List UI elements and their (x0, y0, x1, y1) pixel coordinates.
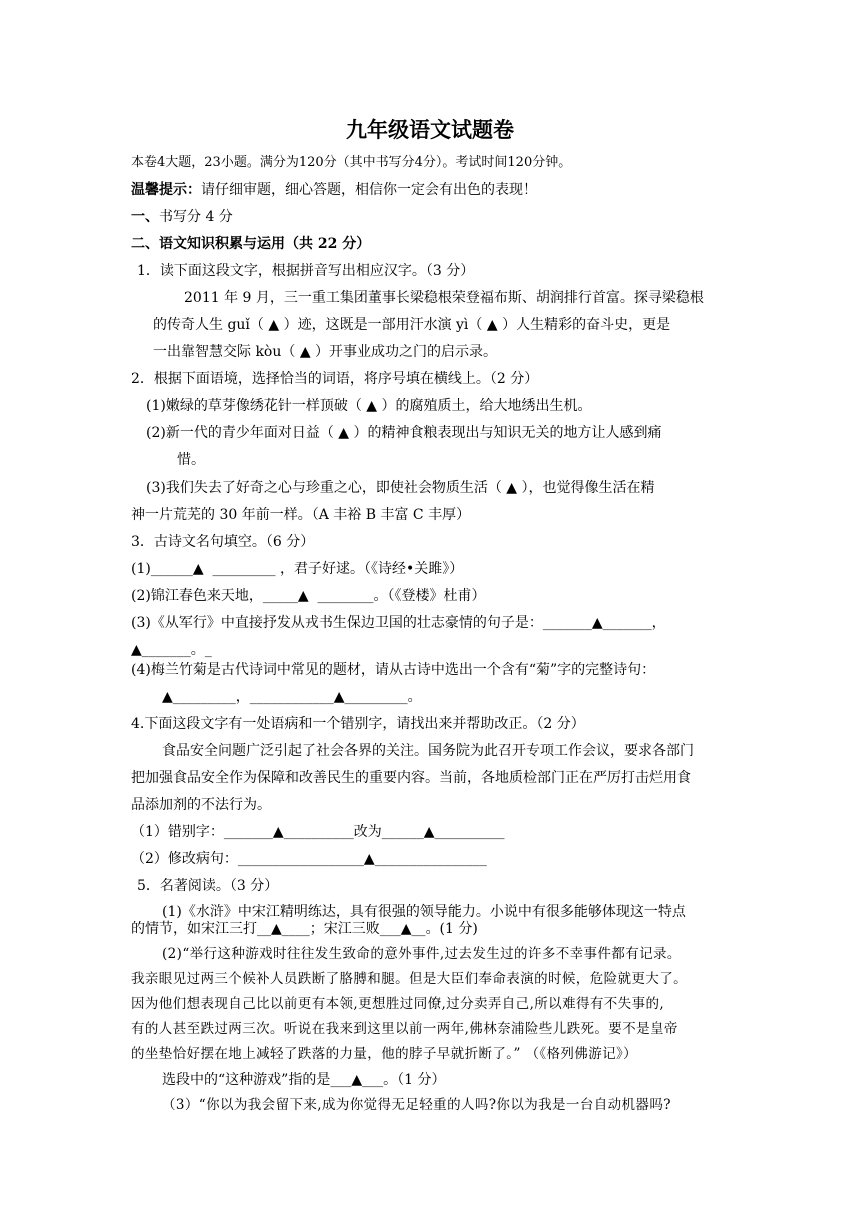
q5-item1-text: 的情节，如宋江三打 (131, 921, 257, 937)
q4-text-line2: 把加强食品安全作为保障和改善民生的重要内容。当前，各地质检部门正在严厉打击烂用食 (131, 770, 691, 786)
answer-blank: _____▲ (262, 588, 309, 604)
q5-item2-line2: 我亲眼见过两三个候补人员跌断了胳膊和腿。但是大臣们奉命表演的时候，危险就更大了。 (131, 971, 687, 987)
q3-item2-text: (2)锦江春色来天地， (131, 588, 263, 604)
answer-blank: ▲_________ (162, 689, 236, 705)
section-one (131, 207, 233, 227)
section-one-text: 书写分 4 分 (159, 209, 233, 225)
q4-answer-2-label: （2）修改病句： (131, 851, 238, 867)
q5-item1-score: 。(1 分) (425, 921, 478, 937)
q1-text-line1: 2011 年 9 月，三一重工集团董事长梁稳根荣登福布斯、胡润排行首富。探寻梁稳根 (184, 290, 704, 306)
q3-item3-text: (3)《从军行》中直接抒发从戎书生保边卫国的壮志豪情的句子是： (131, 615, 543, 631)
q3-item4-line1: (4)梅兰竹菊是古代诗词中常见的题材，请从古诗中选出一个含有“菊”字的完整诗句： (131, 662, 656, 678)
tip-text: 请仔细审题，细心答题，相信你一定会有出色的表现！ (201, 182, 537, 198)
tip-label: 温馨提示： (131, 182, 201, 198)
q5-item1-line1: (1)《水浒》中宋江精明练达，具有很强的领导能力。小说中有很多能够体现这一特点 (162, 904, 686, 920)
section-two-heading: 二、语文知识积累与运用（共 22 分） (131, 236, 371, 252)
page-title: 九年级语文试题卷 (346, 118, 514, 142)
q4-answer-2 (131, 849, 487, 869)
q4-text-line1: 食品安全问题广泛引起了社会各界的关注。国务院为此召开专项工作会议，要求各部门 (162, 743, 694, 759)
q3-item2-source: 。（《登楼》杜甫） (373, 588, 486, 604)
answer-blank: ______▲__________ (381, 824, 505, 840)
answer-blank: ________ (317, 588, 374, 604)
q1-text-line3: 一出靠智慧交际 kòu（ ▲ ）开事业成功之门的启示录。 (153, 344, 498, 360)
q3-item4-end: 。 (407, 689, 422, 705)
q3-item1 (131, 559, 463, 579)
q5-item2-line5: 的坐垫恰好摆在地上减轻了跌落的力量，他的脖子早就折断了。” （《格列佛游记》） (131, 1046, 638, 1062)
q5-item2-score: 。（1 分） (383, 1072, 446, 1088)
q5-item2-question-text: 选段中的“这种游戏”指的是 (162, 1072, 331, 1088)
q2-item3-line2: 神一片荒芜的 30 年前一样。（A 丰裕 B 丰富 C 丰厚） (131, 507, 471, 523)
answer-blank: ______▲ (150, 561, 204, 577)
exam-info: 本卷4大题，23小题。满分为120分（其中书写分4分）。考试时间120分钟。 (131, 155, 572, 170)
answer-blank: __▲____ (257, 921, 310, 937)
q1-text-line2: 的传奇人生 guǐ（ ▲ ）迹，这既是一部用汗水演 yì（ ▲ ）人生精彩的奋斗史，更是 (153, 317, 671, 333)
section-one-number: 一、 (131, 209, 159, 225)
q5-item2-line1: (2)“举行这种游戏时往往发生致命的意外事件,过去发生过的许多不幸事件都有记录。 (162, 946, 681, 962)
q5-item2-question (162, 1070, 445, 1090)
answer-blank: _______▲_______ (542, 615, 652, 631)
answer-blank: ___▲___ (330, 1072, 384, 1088)
q5-item2-line3: 因为他们想表现自己比以前更有本领,更想胜过同僚,过分卖弄自己,所以难得有不失事的, (131, 996, 665, 1012)
q5-item2-line4: 有的人甚至跌过两三次。听说在我来到这里以前一两年,佛林奈浦险些儿跌死。要不是皇帝 (131, 1021, 678, 1037)
q2-item2-line2: 惜。 (177, 452, 205, 468)
q5-item3-line1: （3）“你以为我会留下来,成为你觉得无足轻重的人吗?你以为我是一台自动机器吗? (162, 1097, 671, 1113)
answer-blank: _______▲__________ (223, 824, 354, 840)
q3-item3-comma: ， (651, 615, 666, 631)
q5-item1-line2 (131, 919, 478, 939)
q2-item2-line1: (2)新一代的青少年面对日益（ ▲ ）的精神食粮表现出与知识无关的地方让人感到痛 (146, 425, 662, 441)
q2-item3-line1: (3)我们失去了好奇之心与珍重之心，即使社会物质生活（ ▲ ），也觉得像生活在精 (146, 480, 655, 496)
q4-answer-1-mid: 改为 (353, 824, 382, 840)
q3-item2 (131, 586, 486, 606)
q4-answer-1 (131, 822, 504, 842)
answer-blank: ▲_______。_ (131, 642, 212, 658)
q3-item4-line2 (162, 687, 422, 707)
tip-line (131, 180, 537, 200)
q3-item3-line1 (131, 613, 666, 633)
answer-blank: ___▲__ (379, 921, 426, 937)
q3-item1-text: ，君子好逑。（《诗经•关雎》） (279, 561, 464, 577)
answer-blank: ____________▲_________ (249, 689, 408, 705)
q4-text-line3: 品添加剂的不法行为。 (131, 797, 271, 813)
q4-prompt: 4.下面这段文字有一处语病和一个错别字，请找出来并帮助改正。（2 分） (131, 716, 585, 732)
q5-prompt: 5．名著阅读。（3 分） (137, 878, 279, 894)
answer-blank: _________ (212, 561, 276, 577)
q2-prompt: 2．根据下面语境，选择恰当的词语，将序号填在横线上。（2 分） (131, 371, 539, 387)
q3-item4-comma: ， (235, 689, 250, 705)
q4-answer-1-label: （1）错别字： (131, 824, 224, 840)
answer-blank: __________________▲________________ (237, 851, 487, 867)
q3-item1-number: (1) (131, 561, 151, 577)
q1-prompt: 1．读下面这段文字，根据拼音写出相应汉字。（3 分） (137, 263, 475, 279)
q3-prompt: 3．古诗文名句填空。（6 分） (131, 534, 315, 550)
q2-item1: (1)嫩绿的草芽像绣花针一样顶破（ ▲ ）的腐殖质土，给大地绣出生机。 (146, 398, 592, 414)
q5-item1-mid: ；宋江三败 (309, 921, 380, 937)
